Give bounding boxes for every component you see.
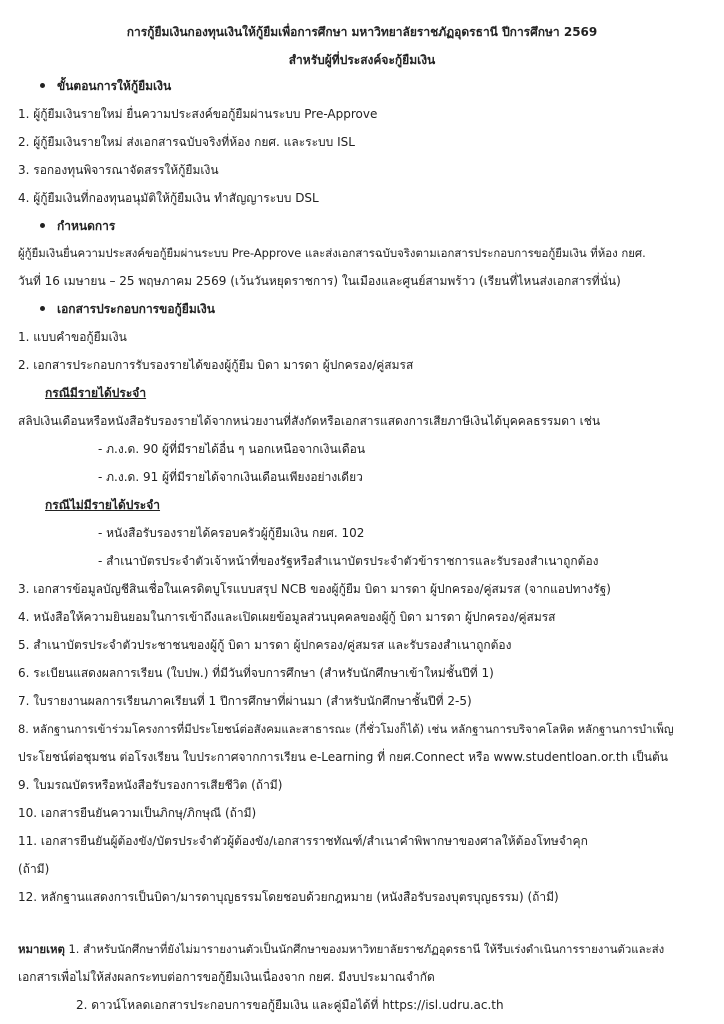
schedule-heading-text: กำหนดการ [57, 219, 116, 233]
doc-item: 11. เอกสารยืนยันผู้ต้องขัง/บัตรประจำตัวผู้ต้องขัง/เอกสารราชทัณฑ์/สำเนาคำพิพากษาของศาลให้ต้องโทษจำคุก [18, 834, 588, 848]
fixed-income-sub: - ภ.ง.ด. 91 ผู้ที่มีรายได้จากเงินเดือนเพียงอย่างเดียว [98, 470, 363, 484]
document-subtitle: สำหรับผู้ที่ประสงค์จะกู้ยืมเงิน [288, 53, 436, 67]
no-fixed-income-heading: กรณีไม่มีรายได้ประจำ [45, 498, 161, 512]
note-line [18, 941, 664, 957]
schedule-line: วันที่ 16 เมษายน – 25 พฤษภาคม 2569 (เว้นวันหยุดราชการ) ในเมืองและศูนย์สามพร้าว (เรียนที่ไหนส่งเอกสารที่นั่น) [18, 274, 621, 288]
bullet-icon [40, 83, 45, 88]
no-fixed-income-sub: - หนังสือรับรองรายได้ครอบครัวผู้กู้ยืมเงิน กยศ. 102 [98, 526, 365, 540]
note-line: 2. ดาวน์โหลดเอกสารประกอบการขอกู้ยืมเงิน และคู่มือได้ที่ https://isl.udru.ac.th [76, 998, 504, 1012]
docs-heading [40, 301, 215, 317]
doc-item: 4. หนังสือให้ความยินยอมในการเข้าถึงและเปิดเผยข้อมูลส่วนบุคคลของผู้กู้ บิดา มารดา ผู้ปกครอง/คู่สมรส [18, 610, 556, 624]
doc-item: 5. สำเนาบัตรประจำตัวประชาชนของผู้กู้ บิดา มารดา ผู้ปกครอง/คู่สมรส และรับรองสำเนาถูกต้อง [18, 638, 512, 652]
docs-heading-text: เอกสารประกอบการขอกู้ยืมเงิน [57, 302, 215, 316]
note-text: 1. สำหรับนักศึกษาที่ยังไม่มารายงานตัวเป็นนักศึกษาของมหาวิทยาลัยราชภัฏอุดรธานี ให้รีบเร่งดำเนินการรายงานตัวและส่ง [64, 942, 665, 956]
bullet-icon [40, 306, 45, 311]
note-line: เอกสารเพื่อไม่ให้ส่งผลกระทบต่อการขอกู้ยืมเงินเนื่องจาก กยศ. มีงบประมาณจำกัด [18, 970, 435, 984]
schedule-heading [40, 218, 115, 234]
step-item: 2. ผู้กู้ยืมเงินรายใหม่ ส่งเอกสารฉบับจริงที่ห้อง กยศ. และระบบ ISL [18, 135, 355, 149]
document-title: การกู้ยืมเงินกองทุนเงินให้กู้ยืมเพื่อการศึกษา มหาวิทยาลัยราชภัฏอุดรธานี ปีการศึกษา 2569 [126, 25, 598, 39]
schedule-line: ผู้กู้ยืมเงินยื่นความประสงค์ขอกู้ยืมผ่านระบบ Pre-Approve และส่งเอกสารฉบับจริงตามเอกสารประกอบการขอกู้ยืมเงิน ที่ห้อง กยศ. [18, 246, 646, 260]
doc-item: 9. ใบมรณบัตรหรือหนังสือรับรองการเสียชีวิต (ถ้ามี) [18, 778, 283, 792]
doc-item: 12. หลักฐานแสดงการเป็นบิดา/มารดาบุญธรรมโดยชอบด้วยกฎหมาย (หนังสือรับรองบุตรบุญธรรม) (ถ้ามี) [18, 890, 559, 904]
step-item: 3. รอกองทุนพิจารณาจัดสรรให้กู้ยืมเงิน [18, 163, 219, 177]
step-item: 4. ผู้กู้ยืมเงินที่กองทุนอนุมัติให้กู้ยืมเงิน ทำสัญญาระบบ DSL [18, 191, 319, 205]
doc-item: 7. ใบรายงานผลการเรียนภาคเรียนที่ 1 ปีการศึกษาที่ผ่านมา (สำหรับนักศึกษาชั้นปีที่ 2-5) [18, 694, 472, 708]
fixed-income-desc: สลิปเงินเดือนหรือหนังสือรับรองรายได้จากหน่วยงานที่สังกัดหรือเอกสารแสดงการเสียภาษีเงินได้บุคคลธรรมดา เช่น [18, 414, 601, 428]
doc-item: 8. หลักฐานการเข้าร่วมโครงการที่มีประโยชน์ต่อสังคมและสาธารณะ (กี่ชั่วโมงก็ได้) เช่น หลักฐานการบริจาคโลหิต หลักฐานการบำเพ็ญ [18, 722, 674, 736]
doc-item: 6. ระเบียนแสดงผลการเรียน (ใบปพ.) ที่มีวันที่จบการศึกษา (สำหรับนักศึกษาเข้าใหม่ชั้นปีที่ 1) [18, 666, 494, 680]
fixed-income-heading: กรณีมีรายได้ประจำ [45, 386, 147, 400]
doc-item: 10. เอกสารยืนยันความเป็นภิกษุ/ภิกษุณี (ถ้ามี) [18, 806, 257, 820]
bullet-icon [40, 223, 45, 228]
steps-heading [40, 78, 171, 94]
doc-item: ประโยชน์ต่อชุมชน ต่อโรงเรียน ใบประกาศจากการเรียน e-Learning ที่ กยศ.Connect หรือ www.studentloan.or.th เป็นต้น [18, 750, 668, 764]
doc-item: 2. เอกสารประกอบการรับรองรายได้ของผู้กู้ยืม บิดา มารดา ผู้ปกครอง/คู่สมรส [18, 358, 414, 372]
steps-heading-text: ขั้นตอนการให้กู้ยืมเงิน [57, 79, 172, 93]
doc-item: 3. เอกสารข้อมูลบัญชีสินเชื่อในเครดิตบูโรแบบสรุป NCB ของผู้กู้ยืม บิดา มารดา ผู้ปกครอง/คู่สมรส (จากแอปทางรัฐ) [18, 582, 611, 596]
doc-item: 1. แบบคำขอกู้ยืมเงิน [18, 330, 127, 344]
no-fixed-income-sub: - สำเนาบัตรประจำตัวเจ้าหน้าที่ของรัฐหรือสำเนาบัตรประจำตัวข้าราชการและรับรองสำเนาถูกต้อง [98, 554, 599, 568]
note-label: หมายเหตุ [18, 942, 65, 956]
step-item: 1. ผู้กู้ยืมเงินรายใหม่ ยื่นความประสงค์ขอกู้ยืมผ่านระบบ Pre-Approve [18, 107, 378, 121]
fixed-income-sub: - ภ.ง.ด. 90 ผู้ที่มีรายได้อื่น ๆ นอกเหนือจากเงินเดือน [98, 442, 366, 456]
doc-item: (ถ้ามี) [18, 862, 50, 876]
